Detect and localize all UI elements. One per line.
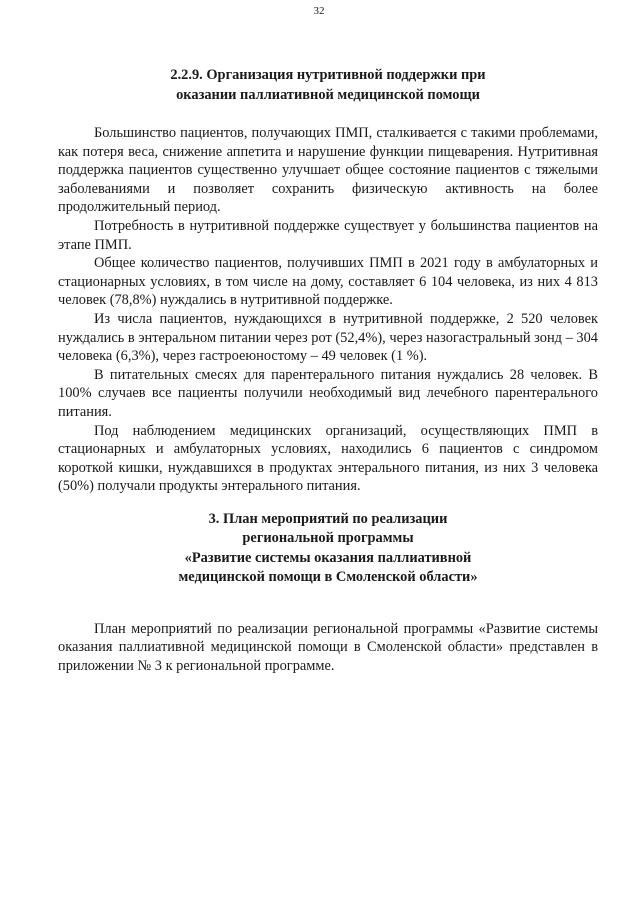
heading-line: «Развитие системы оказания паллиативной bbox=[184, 549, 472, 566]
paragraph: План мероприятий по реализации региональной программы «Развитие системы оказания паллиативной медицинской помощи в Смоленской области» представлен в приложении № 3 к региональной программе. bbox=[58, 620, 598, 675]
heading-line: оказании паллиативной медицинской помощи bbox=[176, 86, 480, 103]
document-body bbox=[58, 66, 598, 676]
heading-line: медицинской помощи в Смоленской области» bbox=[178, 569, 478, 586]
section-3-body bbox=[58, 620, 598, 676]
paragraph: Общее количество пациентов, получивших ПМП в 2021 году в амбулаторных и стационарных условиях, в том числе на дому, составляет 6 104 человека, из них 4 813 человек (78,8%) нуждались в нутритивной поддержке. bbox=[58, 255, 598, 309]
heading-line: 3. План мероприятий по реализации bbox=[208, 510, 448, 527]
paragraph: В питательных смесях для парентерального питания нуждались 28 человек. В 100% случаев все пациенты получили необходимый вид лечебного парентерального питания. bbox=[58, 366, 598, 420]
section-2-2-9-heading bbox=[58, 66, 598, 105]
section-3-heading bbox=[58, 510, 598, 588]
heading-line: 2.2.9. Организация нутритивной поддержки при bbox=[170, 67, 486, 83]
paragraph: Большинство пациентов, получающих ПМП, сталкивается с такими проблемами, как потеря веса, снижение аппетита и нарушение функции пищеварения. Нутритивная поддержка пациентов существенно улучшает общее состояние пациентов с тяжелыми заболеваниями и позволяет сохранить физическую активность на более продолжительный период. bbox=[58, 125, 598, 216]
section-2-2-9-body bbox=[58, 124, 598, 496]
heading-line: региональной программы bbox=[242, 530, 414, 547]
paragraph: Потребность в нутритивной поддержке существует у большинства пациентов на этапе ПМП. bbox=[58, 217, 598, 253]
paragraph: Под наблюдением медицинских организаций, осуществляющих ПМП в стационарных и амбулаторных условиях, находились 6 пациентов с синдромом короткой кишки, нуждавшихся в продуктах энтерального питания, из них 3 человека (50%) получали продукты энтерального питания. bbox=[58, 422, 598, 495]
page-number: 32 bbox=[313, 5, 325, 17]
paragraph: Из числа пациентов, нуждающихся в нутритивной поддержке, 2 520 человек нуждались в энтеральном питании через рот (52,4%), через назогастральный зонд – 304 человека (6,3%), через гастроеюностому – 49 человек (1 %). bbox=[58, 310, 598, 365]
